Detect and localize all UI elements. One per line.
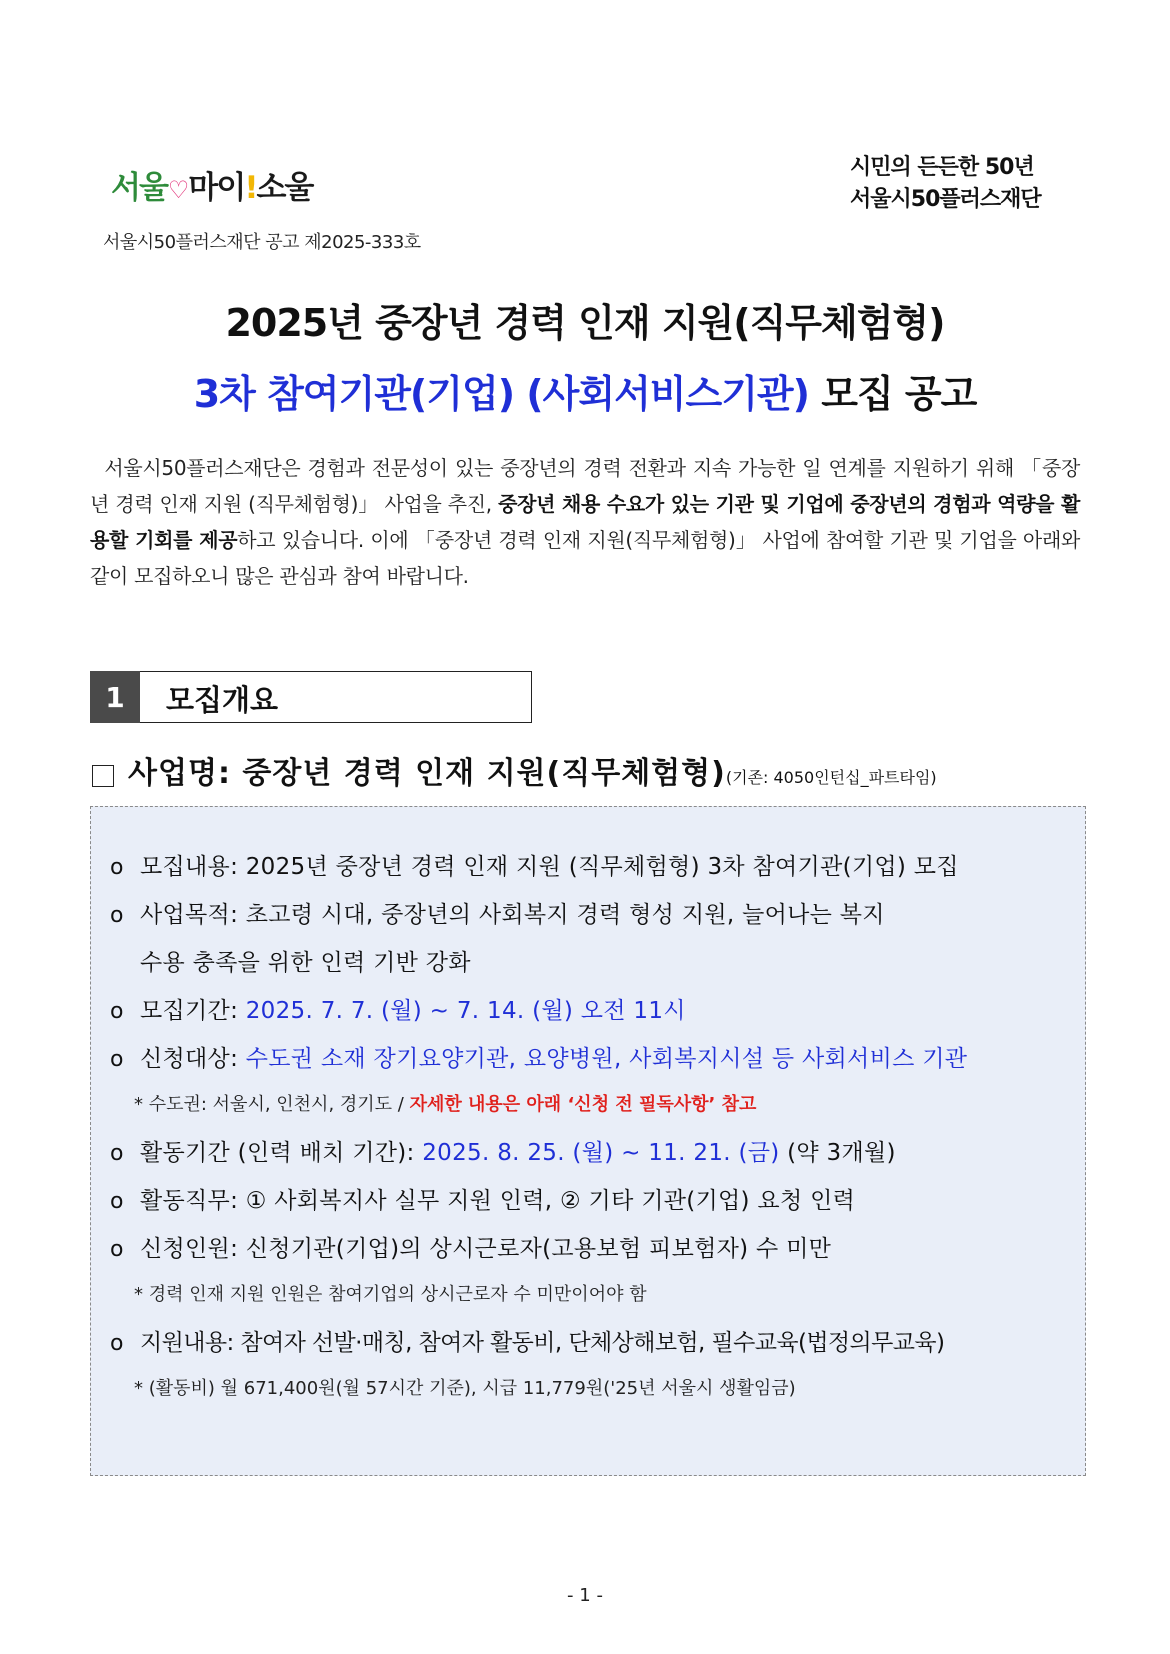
support-content: 지원내용: 참여자 선발·매칭, 참여자 활동비, 단체상해보험, 필수교육(법정의무교육) [140,1330,945,1356]
list-item [110,1230,1080,1263]
bullet-icon: o [110,1141,124,1166]
list-item [110,992,1080,1025]
activity-duties: 활동직무: ① 사회복지사 실무 지원 인력, ② 기타 기관(기업) 요청 인력 [140,1188,856,1214]
activity-period-tail: (약 3개월) [779,1140,896,1166]
applicant-value: 수도권 소재 장기요양기관, 요양병원, 사회복지시설 등 사회서비스 기관 [245,1046,968,1072]
list-item-continuation [140,944,1110,977]
page-title-line2 [0,363,1170,418]
page-number: - 1 - [567,1585,603,1606]
bullet-icon: o [110,1237,124,1262]
bullet-icon: o [110,999,124,1024]
activity-period-value: 2025. 8. 25. (월) ~ 11. 21. (금) [422,1140,780,1166]
section-number: 1 [90,671,140,723]
business-purpose-cont: 수용 충족을 위한 인력 기반 강화 [140,950,471,976]
applicant-count-note: * 경력 인재 지원 인원은 참여기업의 상시근로자 수 미만이어야 함 [134,1284,647,1305]
section-title: 모집개요 [166,683,279,717]
intro-text-bold: 중장년 채용 수요가 있는 기관 및 기업에 중장년의 경험과 역량을 활용할 기회를 제공 [90,492,1080,552]
foundation-name: 서울시50플러스재단 [850,187,1041,212]
list-item [110,1134,1080,1167]
recruit-period-value: 2025. 7. 7. (월) ~ 7. 14. (월) 오전 11시 [245,998,686,1024]
seoul-my-soul-logo [111,162,312,207]
list-item [110,1324,1080,1357]
activity-period-label: 활동기간 (인력 배치 기간): [140,1140,423,1166]
applicant-label: 신청대상: [140,1046,246,1072]
intro-paragraph [90,450,1080,594]
bullet-icon: o [110,855,124,880]
page-title-line1: 2025년 중장년 경력 인재 지원(직무체험형) [225,301,945,345]
bullet-icon: o [110,1331,123,1356]
list-item [110,848,1080,881]
business-purpose: 사업목적: 초고령 시대, 중장년의 사회복지 경력 형성 지원, 늘어나는 복지 [140,902,885,928]
foundation-slogan: 시민의 든든한 50년 [850,155,1034,180]
intro-text-1: 서울시50플러스재단은 경험과 전문성이 있는 중장년의 경력 전환과 지속 가능한 일 연계를 지원하기 위해 「중장년 경력 인재 지원 (직무체험형)」 사업을 추진, [90,456,1080,516]
logo-part-my: 마이 [188,170,245,206]
applicant-note [134,1090,756,1116]
applicant-count: 신청인원: 신청기관(기업)의 상시근로자(고용보험 피보험자) 수 미만 [140,1236,832,1262]
heart-icon: ♡ [167,176,188,204]
list-item [110,1182,1080,1215]
business-name: 사업명: 중장년 경력 인재 지원(직무체험형) [128,756,726,791]
list-item [110,1040,1080,1073]
business-former-name: (기존: 4050인턴십_파트타임) [725,768,937,787]
checkbox-icon [92,765,114,787]
foundation-logo [850,152,1090,216]
applicant-note-text: * 수도권: 서울시, 인천시, 경기도 / [134,1094,410,1115]
title-highlight: 3차 참여기관(기업) (사회서비스기관) [193,372,809,416]
intro-text-2: 하고 있습니다. 이에 「중장년 경력 인재 지원(직무체험형)」 사업에 참여할 기관 및 기업을 아래와 같이 모집하오니 많은 관심과 참여 바랍니다. [90,528,1080,588]
support-note: * (활동비) 월 671,400원(월 57시간 기준), 시급 11,779원('25년 서울시 생활임금) [134,1378,796,1399]
exclamation-icon: ! [244,170,257,206]
bullet-icon: o [110,903,124,928]
recruit-period-label: 모집기간: [140,998,246,1024]
logo-part-soul: 소울 [256,170,313,206]
notice-number: 서울시50플러스재단 공고 제2025-333호 [103,232,421,253]
bullet-icon: o [110,1047,124,1072]
title-suffix: 모집 공고 [809,372,977,416]
recruit-content: 모집내용: 2025년 중장년 경력 인재 지원 (직무체험형) 3차 참여기관(기업) 모집 [140,854,959,880]
logo-part-seoul: 서울 [111,170,167,206]
applicant-note-warning: 자세한 내용은 아래 ‘신청 전 필독사항’ 참고 [409,1094,757,1115]
bullet-icon: o [110,1189,124,1214]
business-name-line [92,748,937,792]
list-item [110,896,1080,929]
section-header-frame [90,671,532,723]
